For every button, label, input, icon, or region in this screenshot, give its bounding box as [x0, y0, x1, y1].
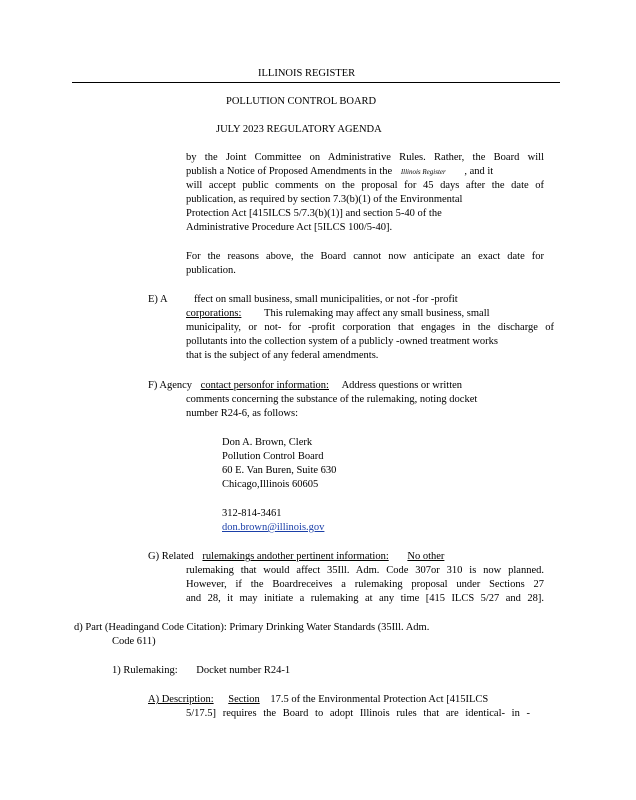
- header-rule: [72, 82, 560, 83]
- board-title: POLLUTION CONTROL BOARD: [226, 96, 377, 107]
- text-line: [186, 166, 544, 177]
- text-line: d) Part (Headingand Code Citation): Primary Drinking Water Standards (35Ill. Adm.: [74, 622, 430, 633]
- text-span: 17.5 of the Environmental Protection Act [415ILCS: [270, 694, 489, 705]
- text-line: publication, as required by section 7.3(b)(1) of the Environmental: [186, 194, 463, 205]
- text-span: Address questions or written: [341, 380, 463, 391]
- text-line: 5/17.5] requires the Board to adopt Illinois rules that are identical- in -: [186, 708, 530, 719]
- section-label: G) Related: [148, 551, 194, 562]
- register-title: ILLINOIS REGISTER: [258, 68, 356, 79]
- text-line: [148, 551, 444, 562]
- text-line: [186, 308, 490, 319]
- text-line: publication.: [186, 265, 236, 276]
- text-line: municipality, or not- for -profit corporation that engages in the discharge of: [186, 322, 554, 333]
- text-line: For the reasons above, the Board cannot now anticipate an exact date for: [186, 251, 544, 262]
- contact-organization: Pollution Control Board: [222, 451, 324, 462]
- text-line: Protection Act [415ILCS 5/7.3(b)(1)] and section 5-40 of the: [186, 208, 442, 219]
- contact-street: 60 E. Van Buren, Suite 630: [222, 465, 337, 476]
- text-line: Administrative Procedure Act [5ILCS 100/5-40].: [186, 222, 393, 233]
- text-line: and 28, it may initiate a rulemaking at any time [415 ILCS 5/27 and 28].: [186, 593, 544, 604]
- text-span: , and it: [464, 166, 494, 177]
- text-line: will accept public comments on the proposal for 45 days after the date of: [186, 180, 544, 191]
- text-line: number R24-6, as follows:: [186, 408, 298, 419]
- section-label: A) Description:: [148, 694, 214, 705]
- contact-name: Don A. Brown, Clerk: [222, 437, 313, 448]
- rulemaking-docket: [112, 665, 290, 676]
- text-span: publish a Notice of Proposed Amendments in the: [186, 166, 393, 177]
- section-label: 1) Rulemaking:: [112, 665, 178, 676]
- section-heading: ffect on small business, small municipalities, or not -for -profit: [194, 294, 458, 305]
- text-line: [148, 380, 462, 391]
- section-heading: contact personfor information:: [200, 380, 329, 391]
- text-line: comments concerning the substance of the rulemaking, noting docket: [186, 394, 478, 405]
- section-label: E) A: [148, 294, 168, 305]
- text-line: Code 611): [112, 636, 156, 647]
- text-line: [148, 694, 488, 705]
- text-line: rulemaking that would affect 35Ill. Adm. Code 307or 310 is now planned.: [186, 565, 544, 576]
- section-label: F) Agency: [148, 380, 193, 391]
- section-heading: Section: [228, 694, 260, 705]
- journal-name: Illinois Register: [400, 168, 446, 176]
- text-line: that is the subject of any federal amendments.: [186, 350, 379, 361]
- text-line: pollutants into the collection system of a publicly -owned treatment works: [186, 336, 499, 347]
- section-heading: rulemakings andother pertinent information:: [202, 551, 389, 562]
- text-span: This rulemaking may affect any small business, small: [264, 308, 490, 319]
- contact-email-link[interactable]: don.brown@illinois.gov: [222, 522, 325, 533]
- text-span: No other: [407, 551, 445, 562]
- contact-city: Chicago,Illinois 60605: [222, 479, 319, 490]
- agenda-title: JULY 2023 REGULATORY AGENDA: [216, 124, 382, 135]
- text-line: However, if the Boardreceives a rulemaking proposal under Sections 27: [186, 579, 544, 590]
- section-heading: corporations:: [186, 308, 242, 319]
- text-line: by the Joint Committee on Administrative Rules. Rather, the Board will: [186, 152, 544, 163]
- text-span: Docket number R24-1: [196, 665, 291, 676]
- contact-phone: 312-814-3461: [222, 508, 282, 519]
